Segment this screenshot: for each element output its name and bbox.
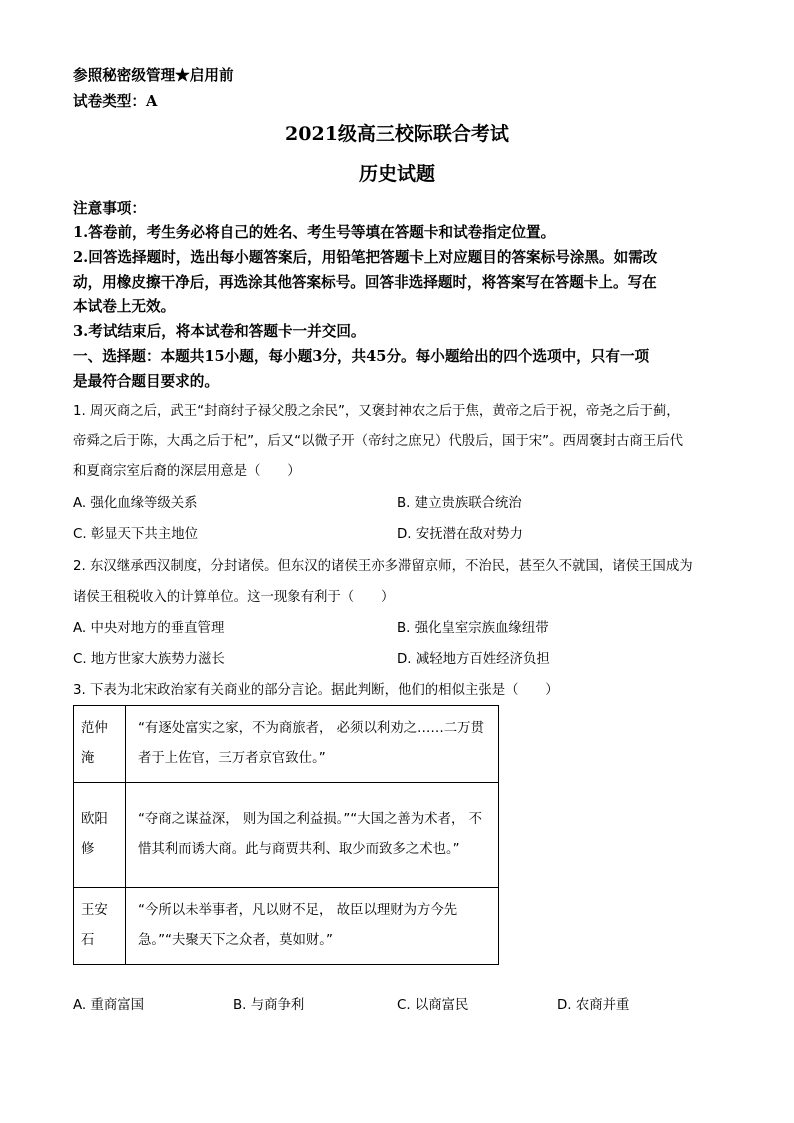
q1-stem-line-3: 和夏商宗室后裔的深层用意是（ ） [73,464,301,479]
section-heading-line-2: 是最符合题目要求的。 [73,373,219,390]
q3-stem: 3. 下表为北宋政治家有关商业的部分言论。据此判断，他们的相似主张是（ ） [73,683,559,698]
q2-option-a[interactable]: A. 中央对地方的垂直管理 [73,621,225,636]
q2-option-b[interactable]: B. 强化皇室宗族血缘纽带 [397,621,549,636]
exam-subtitle: 历史试题 [358,163,435,185]
q1-stem-line-2: 帝舜之后于陈，大禹之后于杞”，后又“以微子开（帝纣之庶兄）代殷后，国于宋”。西周褒封古商王后代 [73,434,683,449]
q2-option-c[interactable]: C. 地方世家大族势力滋长 [73,652,225,667]
notice-item-2-line-1: 2.回答选择题时，选出每小题答案后，用铅笔把答题卡上对应题目的答案标号涂黑。如需改 [73,249,658,266]
notice-heading: 注意事项： [73,200,146,217]
quote-cell: “今所以未举事者，凡以财不足， 故臣以理财为方今先急。”“夫聚天下之众者，莫如财。” [126,888,499,965]
quote-cell: “夺商之谋益深， 则为国之利益损。”“大国之善为术者， 不惜其利而诱大商。此与商贾共利、取少而致多之术也。” [126,783,499,888]
section-heading-line-1: 一、选择题：本题共15小题，每小题3分，共45分。每小题给出的四个选项中，只有一项 [73,348,650,365]
secret-level-note: 参照秘密级管理★启用前 [73,67,234,84]
statesman-name: 石 [81,933,95,948]
statesman-name: 王安 [81,903,108,918]
table-row [74,783,499,888]
table-row [74,706,499,783]
statesman-name: 范仲 [81,721,108,736]
paper-type: 试卷类型：A [73,93,158,110]
q3-option-c[interactable]: C. 以商富民 [397,998,469,1013]
q2-stem-line-1: 2. 东汉继承西汉制度，分封诸侯。但东汉的诸侯王亦多滞留京师，不治民，甚至久不就国，诸侯王国成为 [73,559,693,574]
q3-option-b[interactable]: B. 与商争利 [233,998,305,1013]
q1-stem-line-1: 1. 周灭商之后，武王“封商纣子禄父殷之余民”，又褒封神农之后于焦，黄帝之后于祝，帝尧之后于蓟， [73,404,680,419]
statesman-name-cell [74,888,126,965]
q1-option-b[interactable]: B. 建立贵族联合统治 [397,496,522,511]
statesman-name-cell [74,706,126,783]
statesman-name: 修 [81,842,95,857]
statesman-name: 淹 [81,751,95,766]
q2-stem-line-2: 诸侯王租税收入的计算单位。这一现象有利于（ ） [73,590,395,605]
q3-quote-table [73,705,499,965]
exam-title: 2021级高三校际联合考试 [285,123,509,145]
q2-option-d[interactable]: D. 减轻地方百姓经济负担 [397,652,550,667]
notice-item-2-line-2: 动，用橡皮擦干净后，再选涂其他答案标号。回答非选择题时，将答案写在答题卡上。写在 [73,274,657,291]
table-row [74,888,499,965]
statesman-name-cell [74,783,126,888]
quote-cell: “有逐处富实之家，不为商旅者， 必须以利劝之……二万贯者于上佐官，三万者京官致仕。” [126,706,499,783]
q3-option-d[interactable]: D. 农商并重 [557,998,630,1013]
statesman-name: 欧阳 [81,812,108,827]
q3-option-a[interactable]: A. 重商富国 [73,998,144,1013]
q1-option-a[interactable]: A. 强化血缘等级关系 [73,496,198,511]
notice-item-2-line-3: 本试卷上无效。 [73,298,176,315]
q1-option-c[interactable]: C. 彰显天下共主地位 [73,527,198,542]
q1-option-d[interactable]: D. 安抚潜在敌对势力 [397,527,523,542]
notice-item-1: 1.答卷前，考生务必将自己的姓名、考生号等填在答题卡和试卷指定位置。 [73,224,556,241]
notice-item-3: 3.考试结束后，将本试卷和答题卡一并交回。 [73,323,366,340]
